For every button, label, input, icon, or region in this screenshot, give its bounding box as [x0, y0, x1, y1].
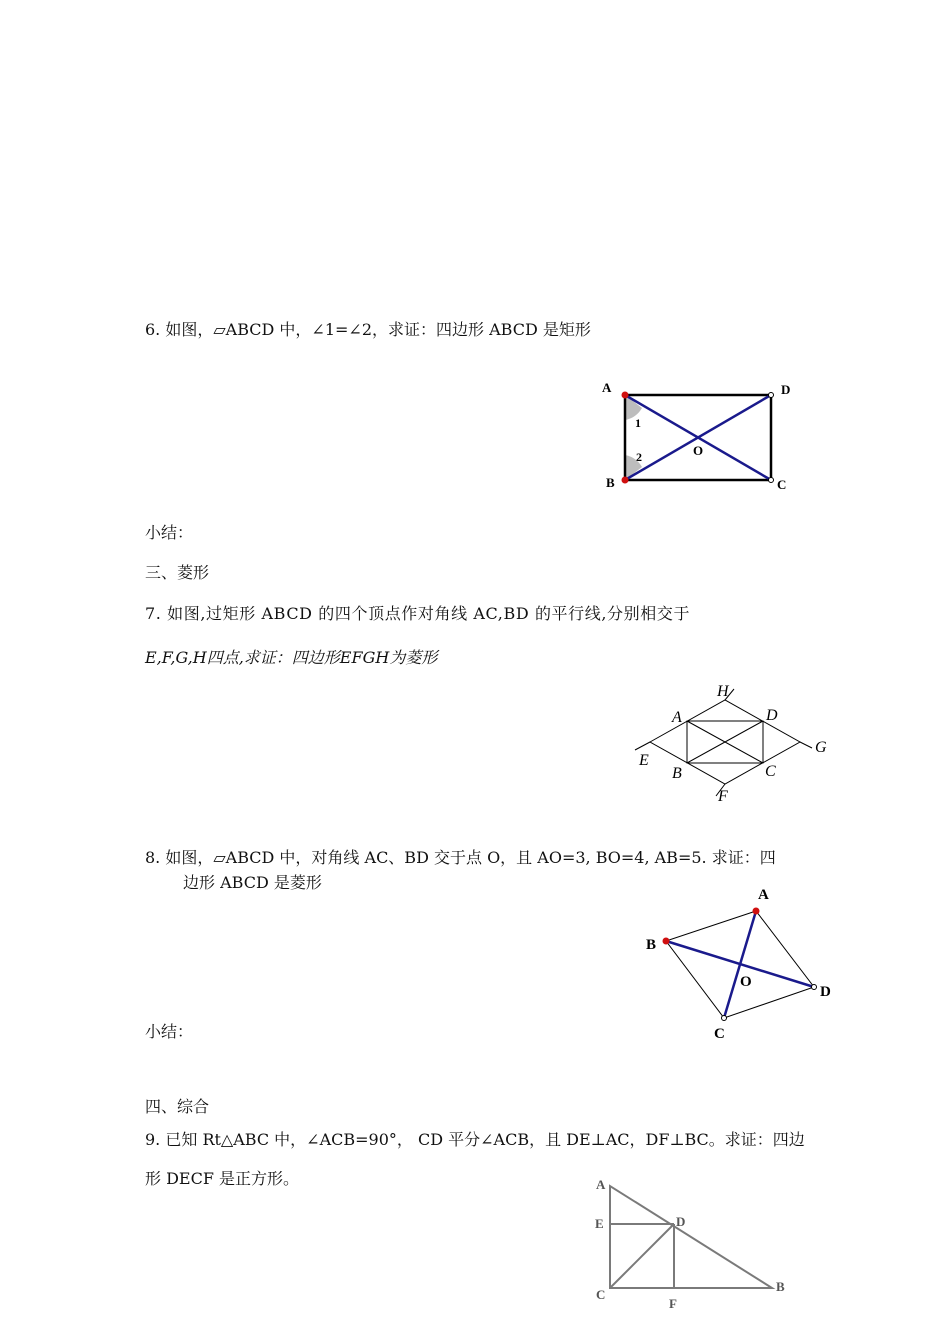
q7-label-g: G — [815, 739, 827, 756]
q9-label-e: E — [595, 1216, 604, 1231]
q6-label-d: D — [781, 382, 791, 397]
q8-label-b: B — [646, 937, 657, 953]
q6-label-o: O — [693, 443, 704, 458]
summary-label-1: 小结： — [145, 523, 194, 542]
summary-label-2: 小结： — [145, 1022, 194, 1041]
q9-label-b: B — [776, 1279, 785, 1294]
q8-label-a: A — [758, 887, 769, 903]
q7-label-b: B — [672, 765, 682, 782]
q8-rhombus-figure — [640, 880, 840, 1045]
q6-label-a: A — [602, 380, 612, 395]
q7-text-line1: 7. 如图,过矩形 ABCD 的四个顶点作对角线 AC,BD 的平行线,分别相交于 — [145, 604, 691, 623]
q8-label-c: C — [714, 1026, 725, 1042]
q9-label-d: D — [676, 1214, 686, 1229]
q9-triangle-figure — [590, 1170, 800, 1320]
q6-label-b: B — [606, 475, 615, 490]
q8-label-d: D — [820, 984, 831, 1000]
q9-label-a: A — [596, 1177, 606, 1192]
q7-label-f: F — [718, 788, 728, 805]
q6-label-c: C — [777, 477, 787, 492]
q6-angle-1: 1 — [635, 416, 641, 430]
q7-label-c: C — [765, 763, 776, 780]
q8-label-o: O — [740, 974, 752, 990]
q9-text-line1: 9. 已知 Rt△ABC 中，∠ACB=90°， CD 平分∠ACB，且 DE⊥AC，DF⊥BC。求证：四边 — [145, 1130, 805, 1149]
q9-label-c: C — [596, 1287, 606, 1302]
q6-angle-2: 2 — [636, 450, 642, 464]
q9-text-line2: 形 DECF 是正方形。 — [145, 1169, 300, 1188]
section-rhombus-heading: 三、菱形 — [145, 563, 210, 582]
q7-label-h: H — [717, 683, 729, 700]
q7-label-e: E — [639, 752, 649, 769]
q8-text-line1: 8. 如图，▱ABCD 中，对角线 AC、BD 交于点 O，且 AO=3, BO=4, AB=5. 求证：四 — [145, 848, 776, 867]
q7-text-line2: E,F,G,H四点,求证：四边形EFGH为菱形 — [145, 648, 438, 667]
q6-text: 6. 如图，▱ABCD 中，∠1=∠2，求证：四边形 ABCD 是矩形 — [145, 320, 591, 339]
q6-rectangle-figure — [590, 375, 810, 495]
q7-label-d: D — [766, 707, 778, 724]
section-comprehensive-heading: 四、综合 — [145, 1097, 210, 1116]
q8-text-line2: 边形 ABCD 是菱形 — [183, 873, 322, 892]
q7-label-a: A — [672, 709, 682, 726]
q7-rhombus-figure — [630, 680, 840, 805]
q9-label-f: F — [669, 1296, 677, 1311]
